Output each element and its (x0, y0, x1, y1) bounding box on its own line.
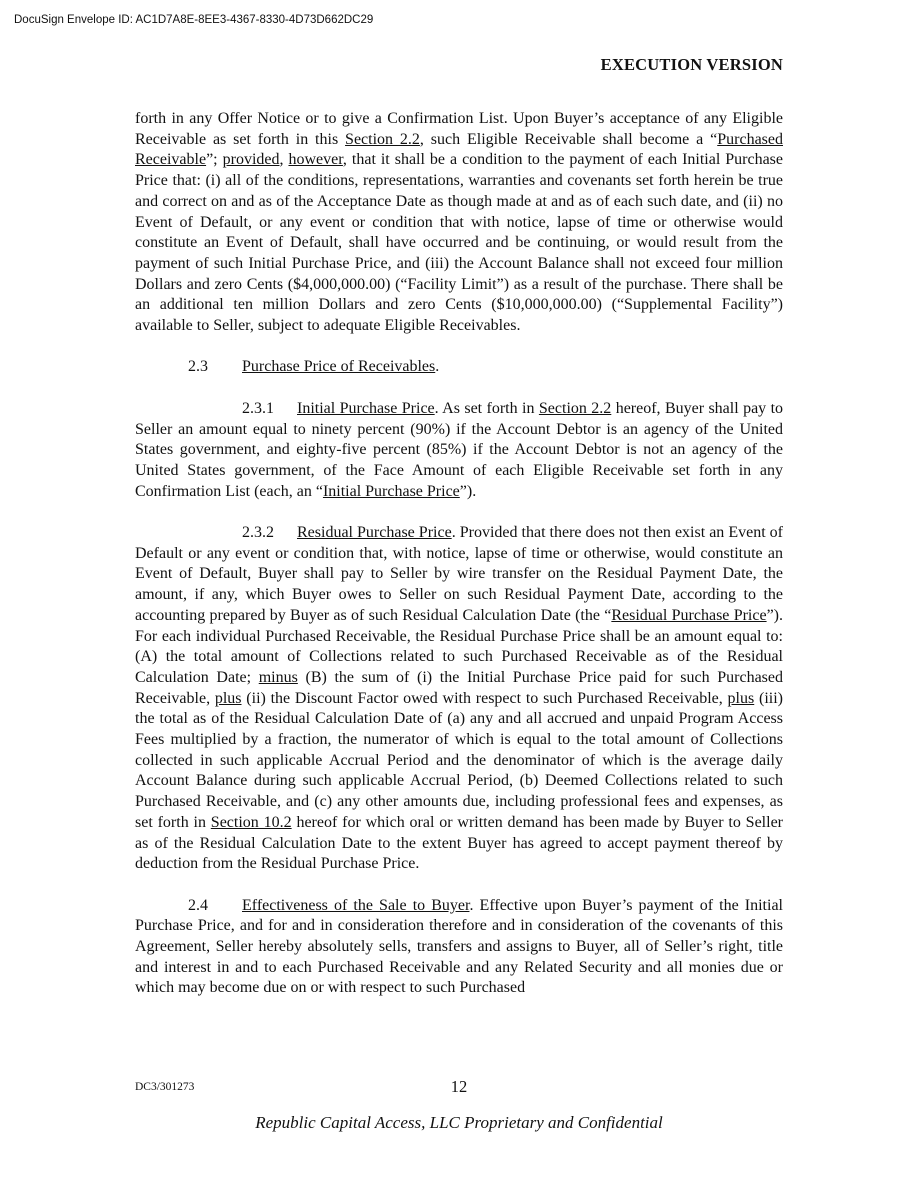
section-heading: Effectiveness of the Sale to Buyer (242, 896, 470, 914)
text: , (279, 151, 289, 169)
section-number: 2.4 (188, 896, 208, 914)
text: . As set forth in (434, 399, 539, 417)
keyword-plus: plus (214, 689, 242, 707)
text: . Effective upon Buyer’s payment of the Initial Purchase Price, and for and in consideration therefore and in consideration of the covenants of this Agreement, Seller hereby absolutely sells, transfers and assigns to Buyer, all of Seller’s right, title and interest in and to each Purchased Receivable and any Related Security and all monies due or which may become due on or with respect to such Purchased (135, 896, 783, 997)
text: ”; (206, 151, 223, 169)
keyword-plus: plus (727, 689, 755, 707)
indent (135, 400, 242, 417)
section-number: 2.3.2 (242, 524, 274, 542)
keyword-however: however (288, 151, 343, 169)
defined-term: Purchased Receivable (135, 130, 783, 169)
text: ”). (459, 482, 477, 500)
document-body (135, 109, 783, 999)
text: (ii) the Discount Factor owed with respect to such Purchased Receivable, (241, 689, 728, 707)
confidentiality-footer: Republic Capital Access, LLC Proprietary and Confidential (255, 1113, 663, 1132)
text: ”). For each individual Purchased Receivable, the Residual Purchase Price shall be an amount equal to: (A) the total amount of Collections related to such Purchased Receivable as of the Residual Calculation Date; (135, 606, 784, 686)
indent (135, 897, 188, 914)
text: . Provided that there does not then exist an Event of Default or any event or condition that, with notice, lapse of time or otherwise, would constitute an Event of Default, Buyer shall pay to Seller by wire transfer on the Residual Payment Date, the amount, if any, which Buyer owes to Seller on such Residual Payment Date, according to the accounting prepared by Buyer as of such Residual Calculation Date (the “ (135, 524, 784, 624)
page-number: 12 (450, 1077, 468, 1096)
section-number: 2.3.1 (242, 399, 274, 417)
docusign-envelope-id: DocuSign Envelope ID: AC1D7A8E-8EE3-4367-8330-4D73D662DC29 (14, 14, 374, 26)
section-2-3 (135, 357, 783, 378)
text: (B) the sum of (i) the Initial Purchase Price paid for such Purchased Receivable, (135, 668, 784, 707)
section-reference: Section 10.2 (210, 813, 292, 831)
section-heading: Residual Purchase Price (297, 524, 452, 542)
section-reference: Section 2.2 (538, 399, 612, 417)
execution-version-label: EXECUTION VERSION (600, 55, 783, 74)
paragraph-continuation (135, 109, 783, 337)
section-2-3-1 (135, 399, 783, 503)
text: , that it shall be a condition to the payment of each Initial Purchase Price that: (i) all of the conditions, representations, warranties and covenants set forth herein be true and correct on and as of the Acceptance Date as though made at and as of each such date, and (ii) no Event of Default, or any event or condition that with notice, lapse of time or otherwise would constitute an Event of Default, shall have occurred and be continuing, or would result from the payment of such Initial Purchase Price, and (iii) the Account Balance shall not exceed four million Dollars and zero Cents ($4,000,000.00) (“Facility Limit”) as a result of the purchase. There shall be an additional ten million Dollars and zero Cents ($10,000,000.00) (“Supplemental Facility”) available to Seller, subject to adequate Eligible Receivables. (135, 151, 784, 335)
indent (135, 524, 242, 541)
section-reference: Section 2.2 (345, 130, 420, 148)
section-2-3-2 (135, 523, 783, 875)
text: . (435, 358, 440, 376)
text: forth in any Offer Notice or to give a Confirmation List. Upon Buyer’s acceptance of any Eligible Receivable as set forth in this (135, 110, 783, 148)
keyword-provided: provided (222, 151, 280, 169)
defined-term: Residual Purchase Price (611, 606, 767, 624)
section-2-4 (135, 896, 783, 1000)
document-id: DC3/301273 (135, 1081, 195, 1093)
section-heading: Purchase Price of Receivables (242, 358, 436, 376)
text: , such Eligible Receivable shall become a “ (419, 130, 718, 148)
section-heading: Initial Purchase Price (297, 399, 435, 417)
section-number: 2.3 (188, 358, 208, 376)
text: (iii) the total as of the Residual Calculation Date of (a) any and all accrued and unpaid Program Access Fees multiplied by a fraction, the numerator of which is equal to the total amount of Collections collected in such applicable Accrual Period and the denominator of which is the average daily Account Balance during such applicable Accrual Period, (b) Deemed Collections related to such Purchased Receivable, and (c) any other amounts due, including professional fees and expenses, as set forth in (135, 689, 783, 831)
defined-term: Initial Purchase Price (322, 482, 460, 500)
keyword-minus: minus (258, 668, 298, 686)
text: hereof, Buyer shall pay to Seller an amount equal to ninety percent (90%) if the Account Debtor is an agency of the United States government, and eighty-five percent (85%) if the Account Debtor is not an agency of the United States government, of the Face Amount of each Eligible Receivable set forth in any Confirmation List (each, an “ (135, 399, 784, 500)
text: hereof for which oral or written demand has been made by Buyer to Seller as of the Residual Calculation Date to the extent Buyer has agreed to accept payment thereof by deduction from the Residual Purchase Price. (135, 813, 783, 873)
